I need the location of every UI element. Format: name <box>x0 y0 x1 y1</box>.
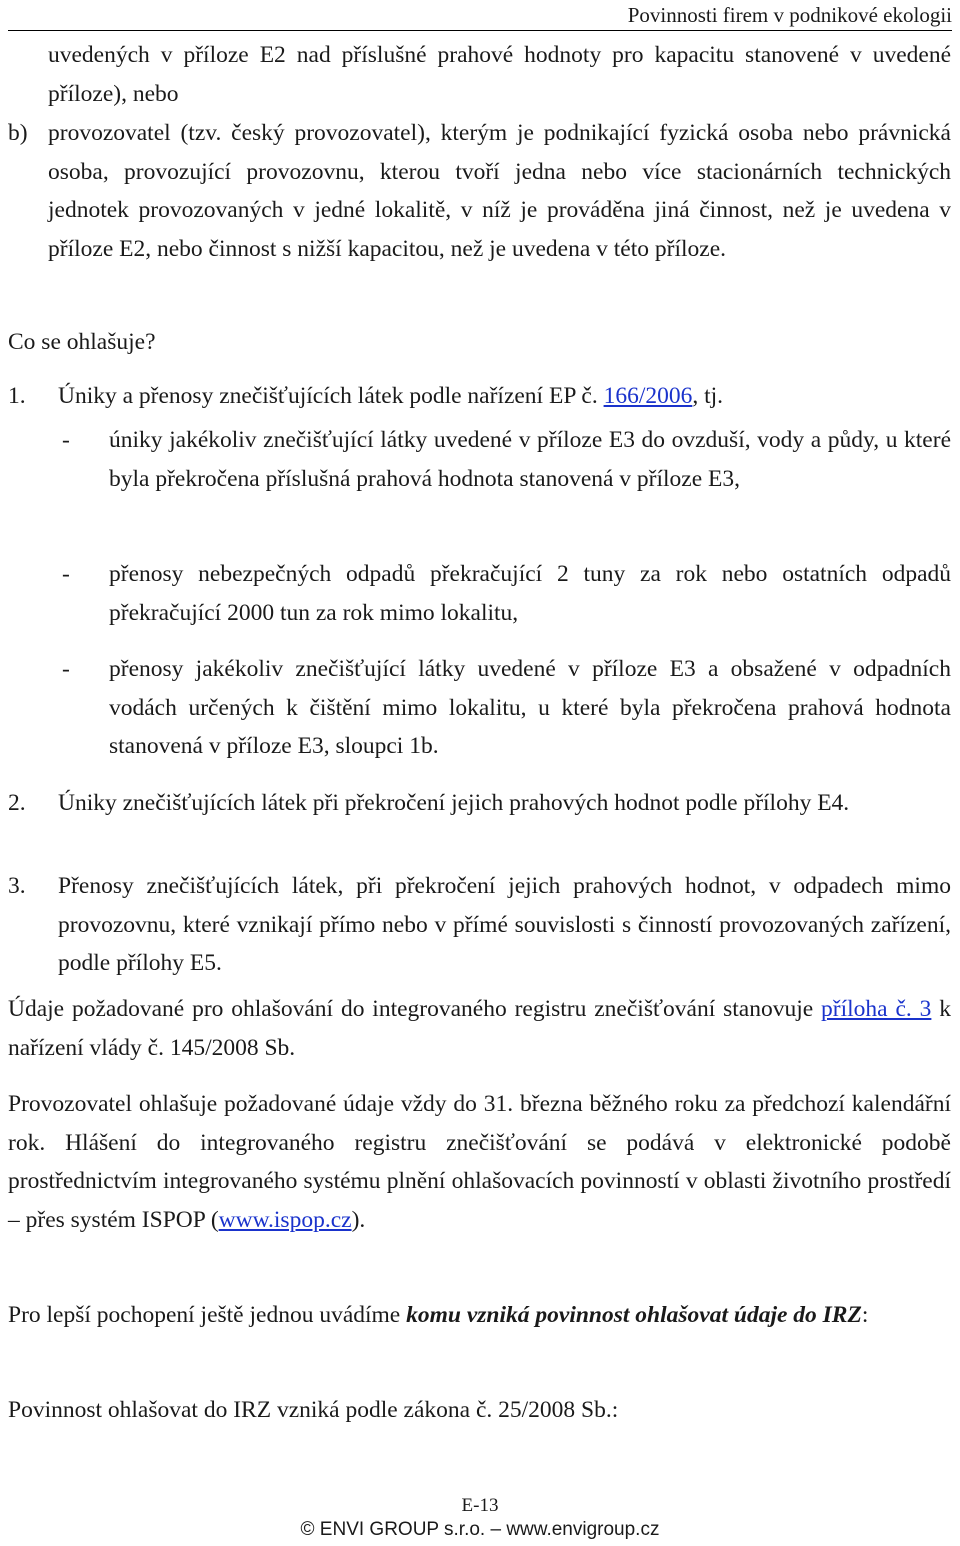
paragraph-provozovatel: Provozovatel ohlašuje požadované údaje vždy do 31. března běžného roku za předchozí kalendářní rok. Hlášení do integrovaného registru znečišťování se podává v elektronické podobě prostřednictvím integrovaného systému plnění ohlašovacích povinností v oblasti životního prostředí – přes systém ISPOP (www.ispop.cz). <box>8 1091 951 1233</box>
paragraph-lepsi: Pro lepší pochopení ještě jednou uvádíme komu vzniká povinnost ohlašovat údaje do IRZ: <box>8 1302 869 1328</box>
section-question: Co se ohlašuje? <box>8 329 156 355</box>
list-item-3: Přenosy znečišťujících látek, při překročení jejich prahových hodnot, v odpadech mimo provozovnu, které vznikají přímo nebo v přímé souvislosti s činností provozovaných zařízení, podle přílohy E5. <box>58 873 951 976</box>
page-number: E-13 <box>461 1495 499 1516</box>
list-item-1: Úniky a přenosy znečišťujících látek podle nařízení EP č. 166/2006, tj. <box>58 383 724 409</box>
emphasis-text: komu vzniká povinnost ohlašovat údaje do IRZ <box>406 1302 862 1328</box>
footer-copyright: © ENVI GROUP s.r.o. – www.envigroup.cz <box>300 1519 660 1540</box>
bullet-item-3: přenosy jakékoliv znečišťující látky uvedené v příloze E3 a obsažené v odpadních vodách určených k čištění mimo lokalitu, u které byla překročena prahová hodnota stanovená v příloze E3, sloupci 1b. <box>109 656 951 759</box>
paragraph-povinnost: Povinnost ohlašovat do IRZ vzniká podle zákona č. 25/2008 Sb.: <box>8 1397 619 1423</box>
header-divider <box>8 30 952 31</box>
annex-link[interactable]: příloha č. 3 <box>821 996 932 1022</box>
bullet-item-2: přenosy nebezpečných odpadů překračující 2 tuny za rok nebo ostatních odpadů překračující 2000 tun za rok mimo lokalitu, <box>109 561 951 626</box>
bullet-item-1: úniky jakékoliv znečišťující látky uvedené v příloze E3 do ovzduší, vody a půdy, u které byla překročena příslušná prahová hodnota stanovená v příloze E3, <box>109 427 951 492</box>
ispop-link[interactable]: www.ispop.cz <box>218 1206 352 1233</box>
list-number-3: 3. <box>8 873 26 899</box>
list-marker-b: b) <box>8 120 28 146</box>
bullet-dash-1: - <box>62 427 70 453</box>
list-item-2: Úniky znečišťujících látek při překročení jejich prahových hodnot podle přílohy E4. <box>58 790 850 816</box>
intro-continuation: uvedených v příloze E2 nad příslušné prahové hodnoty pro kapacitu stanovené v uvedené příloze), nebo <box>48 42 951 107</box>
running-header: Povinnosti firem v podnikové ekologii <box>627 3 952 27</box>
list-number-2: 2. <box>8 790 26 816</box>
list-number-1: 1. <box>8 383 26 409</box>
paragraph-udaje: Údaje požadované pro ohlašování do integrovaného registru znečišťování stanovuje příloha č. 3 k nařízení vlády č. 145/2008 Sb. <box>8 996 952 1061</box>
bullet-dash-3: - <box>62 656 70 682</box>
bullet-dash-2: - <box>62 561 70 587</box>
intro-item-b: provozovatel (tzv. český provozovatel), kterým je podnikající fyzická osoba nebo právnická osoba, provozující provozovnu, kterou tvoří jedna nebo více stacionárních technických jednotek provozovaných v jedné lokalitě, v níž je prováděna jiná činnost, než je uvedena v příloze E2, nebo činnost s nižší kapacitou, než je uvedena v této příloze. <box>48 120 951 262</box>
regulation-link[interactable]: 166/2006 <box>603 383 693 409</box>
